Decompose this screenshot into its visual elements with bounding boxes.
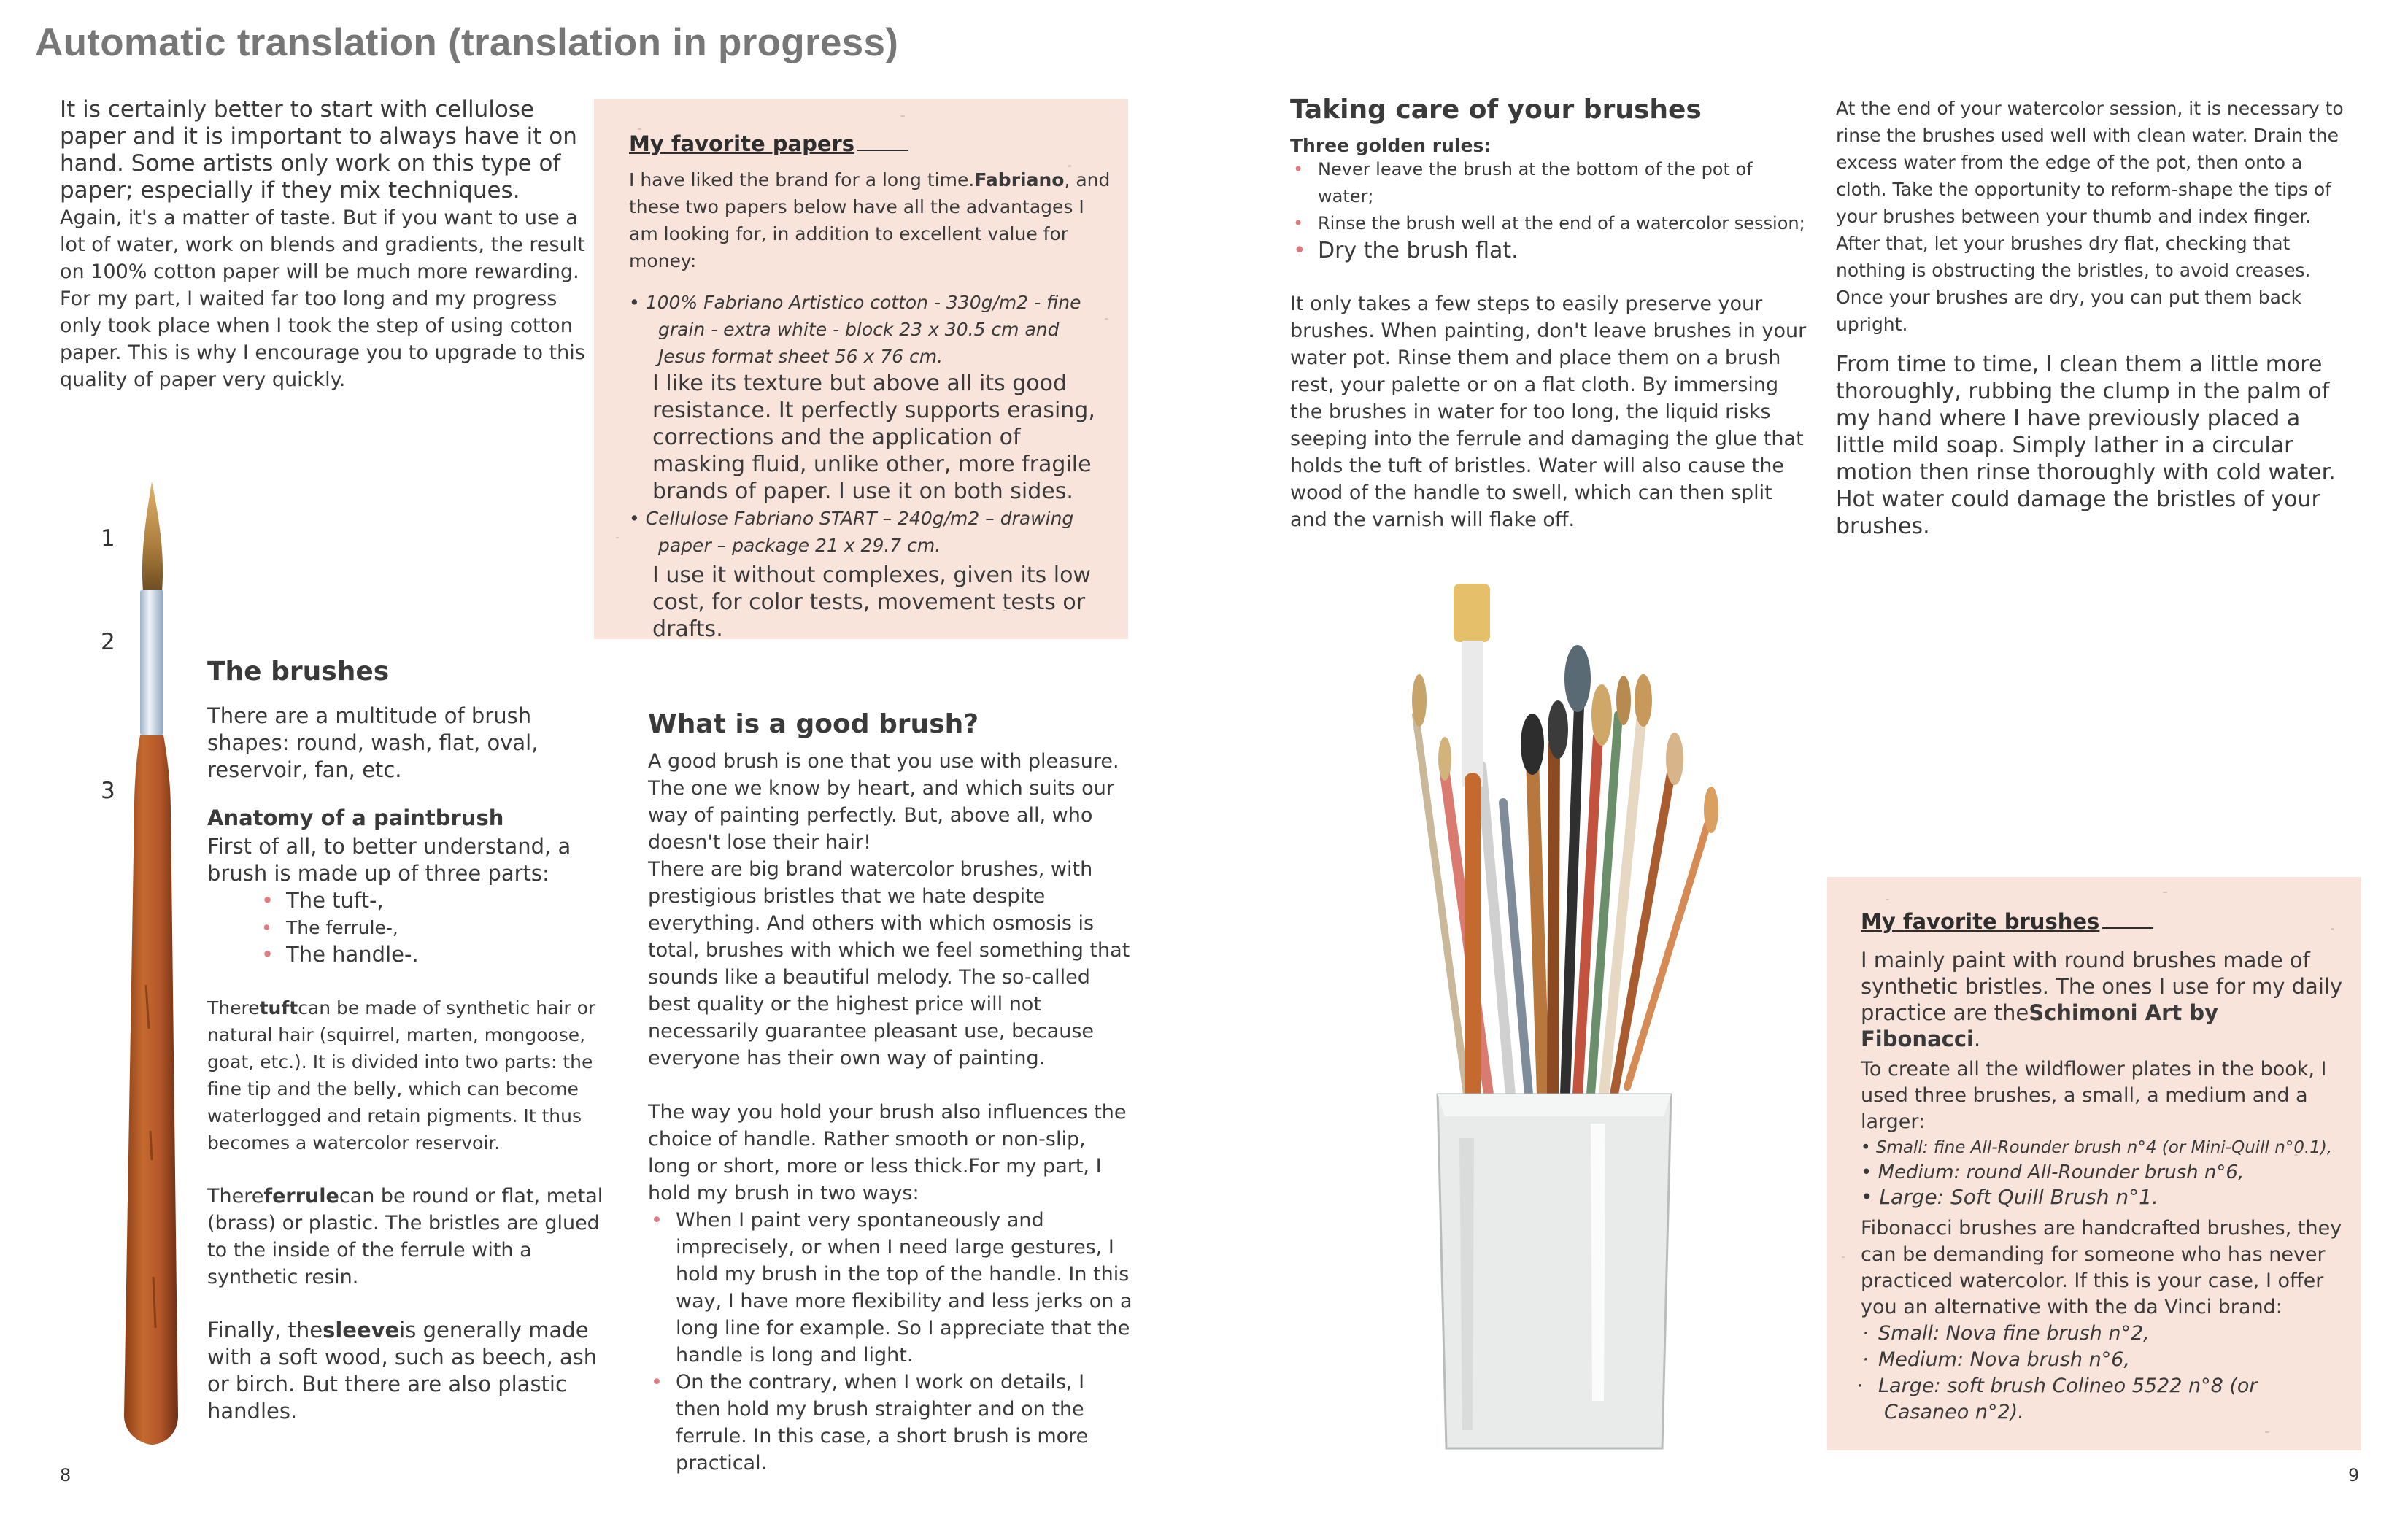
favorite-papers-box xyxy=(594,99,1128,642)
list-item: · Medium: Nova brush n°6, xyxy=(1861,1347,2345,1373)
paper-start: • Cellulose Fabriano START – 240g/m2 – drawing paper – package 21 x 29.7 cm. xyxy=(629,508,1074,556)
paper-artistico: • 100% Fabriano Artistico cotton - 330g/m2 - fine grain - extra white - block 23 x 30.5 cm and Jesus format sheet 56 x 76 cm. xyxy=(629,292,1081,367)
end-session-paragraph: At the end of your watercolor session, it is necessary to rinse the brushes used well with clean water. Drain the excess water from the edge of the pot, then onto a cloth. Take the opportunity to reform-shape the tips of your brushes between your thumb and index finger. After that, let your brushes dry flat, checking that nothing is obstructing the bristles, to avoid creases. Once your brushes are dry, you can put them back upright. xyxy=(1836,98,2344,335)
list-item: • Dry the brush flat. xyxy=(1290,237,1810,264)
brushes-box-p3: Fibonacci brushes are handcrafted brushes, they can be demanding for someone who has never practiced watercolor. If this is your case, I offer you an alternative with the da Vinci brand: xyxy=(1861,1217,2342,1318)
list-item: · Small: Nova fine brush n°2, xyxy=(1861,1321,2345,1347)
care-paragraph: It only takes a few steps to easily preserve your brushes. When painting, don't leave brushes in your water pot. Rinse them and place them on a brush rest, your palette or on a flat cloth. By immersing the brushes in water for too long, the liquid risks seeping into the ferrule and damaging the glue that holds the tuft of bristles. Water will also cause the wood of the handle to swell, which can then split and the varnish will flake off. xyxy=(1290,293,1807,531)
sleeve-paragraph: Finally, thesleeveis generally made with a soft wood, such as beech, ash or birch. But there are also plastic handles. xyxy=(207,1318,598,1423)
care-heading: Taking care of your brushes xyxy=(1290,95,1702,125)
paper-start-note: I use it without complexes, given its low cost, for color tests, movement tests or drafts. xyxy=(652,563,1091,642)
list-item: • When I paint very spontaneously and imprecisely, or when I need large gestures, I hold my brush in the top of the handle. In this way, I have more flexibility and less jerks on a long line for example. So I appreciate that the handle is long and light. xyxy=(648,1207,1132,1369)
list-item: • The handle-. xyxy=(258,941,607,968)
favorite-papers-title: My favorite papers xyxy=(629,131,1111,156)
papers-intro: I have liked the brand for a long time.Fabriano, and these two papers below have all the advantages I am looking for, in addition to excellent value for money: xyxy=(629,169,1111,271)
good-brush-p3: The way you hold your brush also influences the choice of handle. Rather smooth or non-slip, long or short, more or less thick.For my part, I hold my brush in two ways: xyxy=(648,1101,1127,1205)
rules-heading: Three golden rules: xyxy=(1290,135,1492,156)
list-item: • The ferrule-, xyxy=(258,914,607,941)
anatomy-intro: First of all, to better understand, a brush is made up of three parts: xyxy=(207,834,571,886)
page-number-right: 9 xyxy=(2348,1465,2360,1485)
golden-rules-list xyxy=(1290,156,1810,264)
good-brush-p2: There are big brand watercolor brushes, with prestigious bristles that we hate despite everything. And others with which osmosis is total, brushes with which we feel something that sounds like a beautiful melody. The so-called best quality or the highest price will not necessarily guarantee pleasant use, because everyone has their own way of painting. xyxy=(648,858,1130,1070)
page-number-left: 8 xyxy=(60,1465,72,1485)
paintbrush-illustration xyxy=(102,474,204,1452)
brush-pot-illustration xyxy=(1386,584,1722,1452)
intro-text xyxy=(60,96,601,393)
brush-large: • Large: Soft Quill Brush n°1. xyxy=(1861,1185,2158,1209)
hold-brush-list xyxy=(648,1207,1132,1477)
anatomy-heading: Anatomy of a paintbrush xyxy=(207,805,504,830)
ruler-number-3: 3 xyxy=(101,778,115,804)
ruler-number-2: 2 xyxy=(101,629,115,655)
translation-banner: Automatic translation (translation in progress) xyxy=(35,21,899,64)
brushes-column xyxy=(207,657,607,1425)
list-item: · Large: soft brush Colineo 5522 n°8 (or Casaneo n°2). xyxy=(1861,1373,2345,1426)
good-brush-heading: What is a good brush? xyxy=(648,709,979,739)
good-brush-p1: A good brush is one that you use with pleasure. The one we know by heart, and which suits our way of painting perfectly. But, above all, who doesn't lose their hair! xyxy=(648,750,1119,854)
brushes-intro: There are a multitude of brush shapes: round, wash, flat, oval, reservoir, fan, etc. xyxy=(207,703,539,782)
brushes-box-p2: To create all the wildflower plates in the book, I used three brushes, a small, a medium and a larger: xyxy=(1861,1058,2327,1133)
tuft-paragraph: Theretuftcan be made of synthetic hair or natural hair (squirrel, marten, mongoose, goat, etc.). It is divided into two parts: the fine tip and the belly, which can become waterlogged and retain pigments. It thus becomes a watercolor reservoir. xyxy=(207,997,596,1154)
favorite-brushes-box xyxy=(1827,877,2361,1450)
good-brush-column xyxy=(648,709,1132,1477)
favorite-brushes-title: My favorite brushes xyxy=(1861,909,2345,934)
care-column xyxy=(1290,95,1810,533)
brush-parts-list xyxy=(258,887,607,968)
alternative-brushes-list xyxy=(1861,1321,2345,1426)
list-item: • On the contrary, when I work on details, I then hold my brush straighter and on the ferrule. In this case, a short brush is more practical. xyxy=(648,1369,1132,1477)
ruler-number-1: 1 xyxy=(101,525,115,552)
brushes-heading: The brushes xyxy=(207,657,390,687)
brushes-box-p1: I mainly paint with round brushes made of synthetic bristles. The ones I use for my daily practice are theSchimoni Art by Fibonacci. xyxy=(1861,948,2343,1051)
list-item: • Rinse the brush well at the end of a watercolor session; xyxy=(1290,210,1810,237)
ferrule-paragraph: Thereferrulecan be round or flat, metal (brass) or plastic. The bristles are glued to the inside of the ferrule with a synthetic resin. xyxy=(207,1185,603,1288)
brush-medium: • Medium: round All-Rounder brush n°6, xyxy=(1861,1162,2245,1183)
intro-paragraph-1: It is certainly better to start with cellulose paper and it is important to always have it on hand. Some artists only work on this type of paper; especially if they mix techniques. xyxy=(60,96,577,204)
list-item: • Never leave the brush at the bottom of the pot of water; xyxy=(1290,156,1810,210)
cleaning-column xyxy=(1836,95,2355,540)
intro-paragraph-2: Again, it's a matter of taste. But if you want to use a lot of water, work on blends and gradients, the result on 100% cotton paper will be much more rewarding. For my part, I waited far too long and my progress only took place when I took the step of using cotton paper. This is why I encourage you to upgrade to this quality of paper very quickly. xyxy=(60,206,585,391)
list-item: • The tuft-, xyxy=(258,887,607,914)
clean-paragraph: From time to time, I clean them a little more thoroughly, rubbing the clump in the palm of my hand where I have previously placed a little mild soap. Simply lather in a circular motion then rinse thoroughly with cold water. Hot water could damage the bristles of your brushes. xyxy=(1836,352,2336,539)
brush-small: • Small: fine All-Rounder brush n°4 (or Mini-Quill n°0.1), xyxy=(1861,1138,2333,1157)
paper-artistico-note: I like its texture but above all its good resistance. It perfectly supports erasing, corrections and the application of masking fluid, unlike other, more fragile brands of paper. I use it on both sides. xyxy=(652,371,1095,504)
